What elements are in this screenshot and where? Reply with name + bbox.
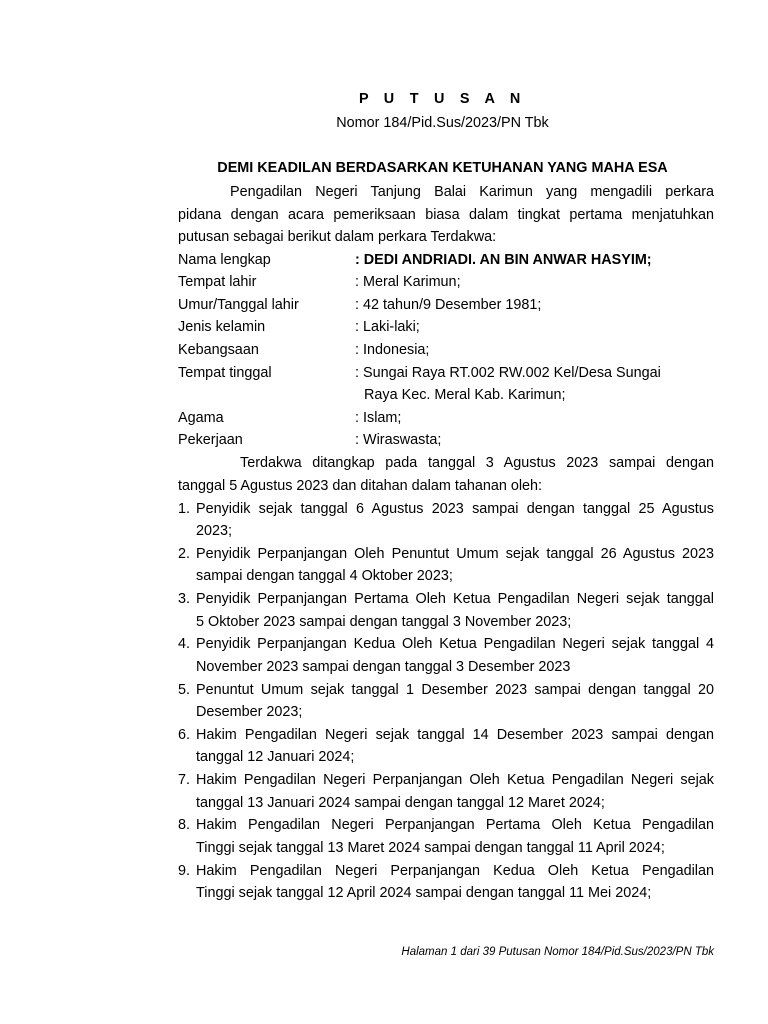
field-label-tempat-lahir: Tempat lahir: [178, 274, 257, 290]
list-item-number: 9.: [178, 863, 191, 879]
list-item-number: 2.: [178, 546, 191, 562]
field-label-kebangsaan: Kebangsaan: [178, 342, 259, 358]
field-value-tempat-tinggal: : Sungai Raya RT.002 RW.002 Kel/Desa Sungai: [355, 365, 661, 381]
case-number: Nomor 184/Pid.Sus/2023/PN Tbk: [336, 115, 549, 131]
document-title: P U T U S A N: [358, 91, 527, 107]
list-item-cont: Desember 2023;: [196, 704, 303, 720]
field-value-tempat-tinggal-cont: Raya Kec. Meral Kab. Karimun;: [364, 387, 566, 403]
list-item-cont: tanggal 12 Januari 2024;: [196, 749, 355, 765]
list-item-cont: Tinggi sejak tanggal 12 April 2024 sampai dengan tanggal 11 Mei 2024;: [196, 885, 652, 901]
field-label-agama: Agama: [178, 410, 224, 426]
list-item-number: 6.: [178, 727, 191, 743]
detention-line: Terdakwa ditangkap pada tanggal 3 Agustus 2023 sampai dengan: [240, 455, 714, 471]
list-item-cont: tanggal 13 Januari 2024 sampai dengan tanggal 12 Maret 2024;: [196, 795, 605, 811]
intro-line: Pengadilan Negeri Tanjung Balai Karimun yang mengadili perkara: [230, 184, 714, 200]
list-item-cont: November 2023 sampai dengan tanggal 3 Desember 2023: [196, 659, 571, 675]
list-item-number: 3.: [178, 591, 191, 607]
field-label-umur: Umur/Tanggal lahir: [178, 297, 299, 313]
list-item: Hakim Pengadilan Negeri sejak tanggal 14 Desember 2023 sampai dengan: [196, 727, 714, 743]
field-value-umur: : 42 tahun/9 Desember 1981;: [355, 297, 542, 313]
list-item-cont: sampai dengan tanggal 4 Oktober 2023;: [196, 568, 453, 584]
list-item-number: 5.: [178, 682, 191, 698]
list-item: Penyidik Perpanjangan Pertama Oleh Ketua Pengadilan Negeri sejak tanggal: [196, 591, 714, 607]
list-item: Penuntut Umum sejak tanggal 1 Desember 2023 sampai dengan tanggal 20: [196, 682, 714, 698]
detention-line: tanggal 5 Agustus 2023 dan ditahan dalam tahanan oleh:: [178, 478, 543, 494]
field-label-tempat-tinggal: Tempat tinggal: [178, 365, 272, 381]
document-heading: DEMI KEADILAN BERDASARKAN KETUHANAN YANG MAHA ESA: [217, 160, 668, 176]
field-label-jenis-kelamin: Jenis kelamin: [178, 319, 266, 335]
list-item-number: 1.: [178, 501, 191, 517]
page-footer: Halaman 1 dari 39 Putusan Nomor 184/Pid.Sus/2023/PN Tbk: [401, 946, 714, 958]
list-item: Hakim Pengadilan Negeri Perpanjangan Kedua Oleh Ketua Pengadilan: [196, 863, 714, 879]
intro-line: pidana dengan acara pemeriksaan biasa dalam tingkat pertama menjatuhkan: [178, 207, 714, 223]
list-item: Hakim Pengadilan Negeri Perpanjangan Pertama Oleh Ketua Pengadilan: [196, 817, 714, 833]
field-value-kebangsaan: : Indonesia;: [355, 342, 430, 358]
field-value-agama: : Islam;: [355, 410, 402, 426]
list-item-cont: 2023;: [196, 523, 233, 539]
field-label-nama: Nama lengkap: [178, 252, 271, 268]
list-item: Penyidik sejak tanggal 6 Agustus 2023 sampai dengan tanggal 25 Agustus: [196, 501, 714, 517]
list-item-number: 7.: [178, 772, 191, 788]
list-item-cont: 5 Oktober 2023 sampai dengan tanggal 3 November 2023;: [196, 614, 572, 630]
list-item-number: 4.: [178, 636, 191, 652]
field-value-nama: : DEDI ANDRIADI. AN BIN ANWAR HASYIM;: [355, 252, 652, 268]
intro-line: putusan sebagai berikut dalam perkara Terdakwa:: [178, 229, 497, 245]
list-item-number: 8.: [178, 817, 191, 833]
field-value-jenis-kelamin: : Laki-laki;: [355, 319, 420, 335]
list-item: Penyidik Perpanjangan Oleh Penuntut Umum sejak tanggal 26 Agustus 2023: [196, 546, 714, 562]
list-item: Hakim Pengadilan Negeri Perpanjangan Oleh Ketua Pengadilan Negeri sejak: [196, 772, 714, 788]
list-item-cont: Tinggi sejak tanggal 13 Maret 2024 sampai dengan tanggal 11 April 2024;: [196, 840, 665, 856]
field-value-tempat-lahir: : Meral Karimun;: [355, 274, 461, 290]
list-item: Penyidik Perpanjangan Kedua Oleh Ketua Pengadilan Negeri sejak tanggal 4: [196, 636, 714, 652]
field-label-pekerjaan: Pekerjaan: [178, 432, 243, 448]
field-value-pekerjaan: : Wiraswasta;: [355, 432, 442, 448]
